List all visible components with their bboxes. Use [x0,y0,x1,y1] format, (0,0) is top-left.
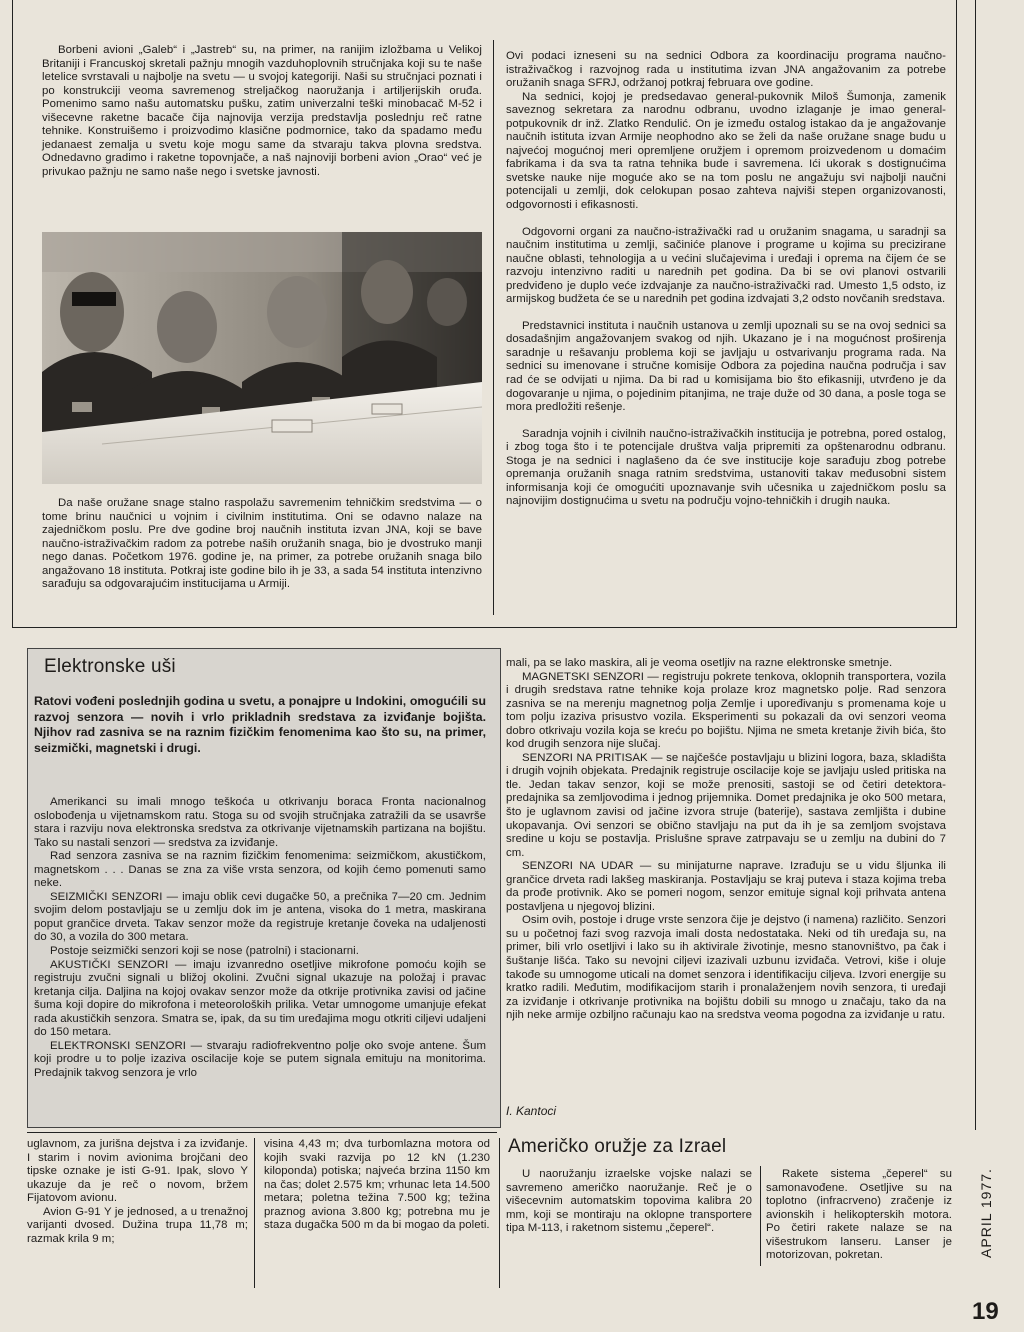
paragraph: uglavnom, za jurišna dejstva i za izviđanje. I starim i novim avionima brojčani deo tipske oznake je isti G-91. Ipak, slovo Y ukazuje da je reč o novom, bržem Fijatovom avionu. [27,1138,248,1205]
aircraft-column-2 [264,1138,490,1233]
right-border-rule [956,0,957,628]
top-left-article [42,44,482,179]
paragraph: Na sednici, kojoj je predsedavao general-pukovnik Miloš Šumonja, zamenik saveznog sekretara za narodnu odbranu, uvodno izlaganje je imao general-potpukovnik dr inž. Zlatko Rendulić. On je između ostalog istakao da je angažovanje naučnih istituta izvan Armije neophodno ako se želi da naše oružane snage budu u najvećoj mogućnoj meri opremljene oružjem i opremom proizvedenom u domaćim fabrikama i da sva ta ratna tehnika bude i savremena. Ići ukorak s dostignućima svetske nauke nije moguće ako se na tom poslu ne angažuju svi najbolji naučni potencijali u zemlji, dok celokupan posao zahteva najviši stepen organizovanosti, odgovornosti i efikasnosti. [506,90,946,212]
paragraph: SENZORI NA PRITISAK — se najčešće postavljaju u blizini logora, baza, skladišta i drugih vojnih objekata. Predajnik registruje oscilacije koje se javljaju usled pritiska na tle. Jedan takav senzor, koji se može prenositi, sastoji se od četiri detektora-predajnika sa zemljovodima i jednog prijemnika. Domet predajnika je oko 500 metara, što je uglavnom zavisi od jačine izvora struje (baterije), sastava zemljišta i dubine ukopavanja. Ovi senzori se obično stavljaju na put da ih je sa zemljom svojstava sredine u koju se postavlja. Prislušne sprave zatrpavaju se u zemlju na dubini do 7 cm. [506,751,946,859]
paragraph: SENZORI NA UDAR — su minijaturne naprave. Izrađuju se u vidu šljunka ili grančice drveta radi lakšeg maskiranja. Postavljaju se kraj puteva i staza kojima treba da prođe protivnik. Ako se pomeri nogom, senzor emituje signal koji prihvata antena postavljena u njegovoj blizini. [506,860,946,913]
elektronske-usi-lead: Ratovi vođeni poslednjih godina u svetu, a ponajpre u Indokini, omogućili su razvoj senzora — novih i vrlo prikladnih sredstava za izviđanje bojišta. Njihov rad zasniva se na raznim fizičkim fenomenima kao što su, na primer, seizmički, magnetski i drugi. [34,694,486,755]
left-border-rule [12,0,13,628]
top-left-continued [42,497,482,592]
paragraph: U naoružanju izraelske vojske nalazi se savremeno američko naoružanje. Reč je o višecevnim automatskim topovima kalibra 20 mm, koji se montiraju na oklopne transportere tipa M-113, i raketnom sistemu „čeperel“. [506,1168,752,1235]
elektronske-usi-right-column [506,657,946,1023]
section-divider-rule [12,627,957,628]
top-right-article [506,50,946,509]
bottom-col-divider [760,1166,761,1266]
bottom-left-rule [27,1132,497,1133]
elektronske-usi-left-column [34,796,486,1080]
paragraph: AKUSTIČKI SENZORI — imaju izvanredno osetljive mikrofone pomoću kojih se registruju zvučni signali u bližoj okolini. Zvučni signal ukazuje na položaj i pravac kretanja cilja. Daljina na kojoj ovakav senzor može da otkrije protivnika zavisi od jačine šuma koji dopire do mikrofona i meteoroloških prilika. Vetar umnogome umanjuje efekat rada akustičkih senzora. Smatra se, ipak, da su tim uređajima mogu otkriti ciljevi udaljeni do 150 metara. [34,958,486,1039]
column-divider-rule [493,40,494,615]
meeting-photo [42,232,482,484]
outer-right-rule [975,0,976,1130]
americko-column-2 [766,1168,952,1263]
americko-column-1 [506,1168,752,1236]
paragraph: Predstavnici instituta i naučnih ustanova u zemlji upoznali su se na ovoj sednici sa dosadašnjim angažovanjem svakog od njih. Ukazano je i na mogućnost proširenja saradnje u rešavanju problema koji se javljaju u ostvarivanju programa rada. Na sednici su imenovane i stručne komisije Odbora za pojedina naučna područja i sav rad će se odvijati u njima. Da bi rad u komisijama bio što efikasniji, utvrđeno je da dogovaranje u njima, o pojedinim pitanjima, ne traje duže od 30 dana, a posle toga se mora predložiti rešenje. [506,319,946,414]
elektronske-usi-title: Elektronske uši [44,656,176,677]
paragraph: Saradnja vojnih i civilnih naučno-istraživačkih institucija je potrebna, pored ostalog, i zbog toga što i te potencijale društva valja pripremiti za opštenarodnu odbranu. Stoga je na sednici i naglašeno da će sve institucije koje sarađuju zbog potrebe opremanja oružanih snaga ratnim sredstvima, ustanoviti takav međusobni sistem informisanja koji će omogućiti upoznavanje svih učesnika u zajedničkom poslu sa najnovijim dostignućima u svetu na području vojno-tehničkih i drugih nauka. [506,427,946,508]
bottom-col-divider [499,1138,500,1288]
paragraph: SEIZMIČKI SENZORI — imaju oblik cevi dugačke 50, a prečnika 7—20 cm. Jednim svojim delom postavljaju se u zemlju dok im je antena, visoka do 1 metra, maskirana poput grančice drveta. Takav senzor može da registruje kretanje čoveka na udaljenosti do 30, a vozila do 300 metara. [34,890,486,944]
paragraph: Amerikanci su imali mnogo teškoća u otkrivanju boraca Fronta nacionalnog oslobođenja u vijetnamskom ratu. Stoga su od svojih stručnjaka zatražili da se usavrše stara i razviju nova elektronska sredstva za otkrivanje vijetnamskih partizana na bojištu. Tako su nastali senzori — sredstva za izviđanje. [34,796,486,849]
issue-date-text: APRIL 1977. [978,1168,994,1258]
intro-paragraph: Borbeni avioni „Galeb“ i „Jastreb“ su, na primer, na ranijim izložbama u Velikoj Britaniji i Francuskoj skretali pažnju mnogih vazduhoplovnih stručnjaka koji su te naše letelice svrstavali u najbolje na svetu — u svojoj kategoriji. Naši su stručnjaci poznati i po konstrukciji veoma savremenog streljačkog naoružanja i artiljerijskih oruđa. Pomenimo samo našu automatsku pušku, zatim univerzalni teški minobacač M-52 i višecevne raketne bacače čija najnovija verzija predstavlja poslednju reč ratne tehnike. Konstruišemo i proizvodimo klasične podmornice, tako da spadamo među jedanaest zemalja u svetu koje mogu same da stvaraju takva plovna sredstva. Odnedavno gradimo i raketne topovnjače, a naš najnoviji borbeni avion „Orao“ već je privukao pažnju ne samo naše nego i svetske javnosti. [42,44,482,178]
paragraph: mali, pa se lako maskira, ali je veoma osetljiv na razne elektronske smetnje. [506,657,893,669]
article-author: I. Kantoci [506,1104,557,1118]
paragraph: Postoje seizmički senzori koji se nose (patrolni) i stacionarni. [50,945,359,958]
paragraph: MAGNETSKI SENZORI — registruju pokrete tenkova, oklopnih transportera, vozila i drugih sredstava ratne tehnike koja prolaze kroz magnetsko polje. Rad senzora zasniva se na merenju magnetnog polja Zemlje i upoređivanju s promenama koje u tom polju izaziva prisustvo vozila. Eksperimenti su pokazali da ovi senzori veoma dobro otkrivaju vozila koja se kreću po bojištu. Njima ne smeta kretanje živih bića, što kod drugih senzora nije slučaj. [506,670,946,751]
bottom-col-divider [254,1138,255,1288]
page-number: 19 [972,1298,999,1325]
paragraph: Rakete sistema „čeperel“ su samonavođene. Osetljive su na toplotno (infracrveno) zračenje iz avionskih i helikopterskih motora. Po četiri rakete nalaze se na višestrukom lanseru. Lanser je motorizovan, pokretan. [766,1168,952,1262]
paragraph: ELEKTRONSKI SENZORI — stvaraju radiofrekventno polje oko svoje antene. Šum koji prodre u to polje izaziva oscilacije koje se putem signala emituju na monitorima. Predajnik takvog senzora je vrlo [34,1039,486,1079]
paragraph: Ovi podaci izneseni su na sednici Odbora za koordinaciju programa naučno-istraživačkog i razvojnog rada u institutima izvan JNA angažovanim za potrebe oružanih snaga SFRJ, održanoj potkraj februara ove godine. [506,50,946,90]
paragraph: Avion G-91 Y je jednosed, a u trenažnoj varijanti dvosed. Dužina trupa 11,78 m; razmak krila 9 m; [27,1205,248,1245]
aircraft-column-1 [27,1138,248,1246]
paragraph: Rad senzora zasniva se na raznim fizičkim fenomenima: seizmičkom, akustičkom, magnetskom . . . Danas se zna za više vrsta senzora, od kojih ćemo pomenuti samo neke. [34,850,486,890]
americko-oruzje-title: Američko oružje za Izrael [508,1136,727,1157]
officers-at-table-image [42,232,482,484]
paragraph: Odgovorni organi za naučno-istraživački rad u oružanim snagama, u saradnji sa naučnim institutima u zemlji, sačiniće planove i programe u kojima su precizirane naučne oblasti, tehnologija a u većini slučajevima i uređaji i oprema na čijem će se razvoju intenzivno raditi u narednih pet godina. Da bi se ovi planovi ostvarili predviđeno je duplo veće izdvajanje za naučno-istraživački rad. Umesto 1,5 odsto, iz armijskog budžeta će se u narednih pet godina izdvajati 3,2 odsto novčanih sredstava. [506,225,946,306]
institutes-paragraph: Da naše oružane snage stalno raspolažu savremenim tehničkim sredstvima — o tome brinu naučnici u vojnim i civilnim institutima. Oni se odavno nalaze na zajedničkom poslu. Pre dve godine broj naučnih instituta izvan JNA, koji se bave naučno-istraživačkim radom za potrebe naših oružanih snaga, bio je dvostruko manji nego danas. Početkom 1976. godine je, na primer, za potrebe oružanih snaga bilo angažovano 18 instituta. Potkraj iste godine bilo ih je 33, a sada 54 instituta intenzivno sarađuju sa odgovarajućim institucijama u Armiji. [42,497,482,591]
paragraph: Osim ovih, postoje i druge vrste senzora čije je dejstvo (i namena) različito. Senzori su u početnoj fazi svog razvoja imali dosta nedostataka. Neki od tih uređaja su, na primer, bili vrlo osetljivi i lako su ih aktivirale životinje, mesno stanovništvo, pa čak i šuštanje lišća. Tako su nevojni ciljevi izazivali uzbunu izviđača. Vetrovi, kiše i oluje takođe su umnogome uticali na domet senzora i identifikaciju ciljeva. Izvori energije su kratko radili. Međutim, modifikacijom starih i pronalaženjem novih senzora, ti uređaji za izviđanje i otkrivanje protivnika na bojištu dobili su mnogo u značaju, tako da na njih neke armije ozbiljno računaju kao na sredstva veoma pogodna za izviđanje u ratu. [506,914,946,1022]
paragraph: visina 4,43 m; dva turbomlazna motora od kojih svaki razvija po 12 kN (1.230 kiloponda) potiska; najveća brzina 1150 km na čas; dolet 2.575 km; vrhunac leta 14.500 metara; poletna težina 7.500 kg; težina praznog aviona 3.800 kg; potrebna mu je staza dugačka 500 m da bi mogao da poleti. [264,1138,490,1232]
issue-date [966,1138,1006,1288]
